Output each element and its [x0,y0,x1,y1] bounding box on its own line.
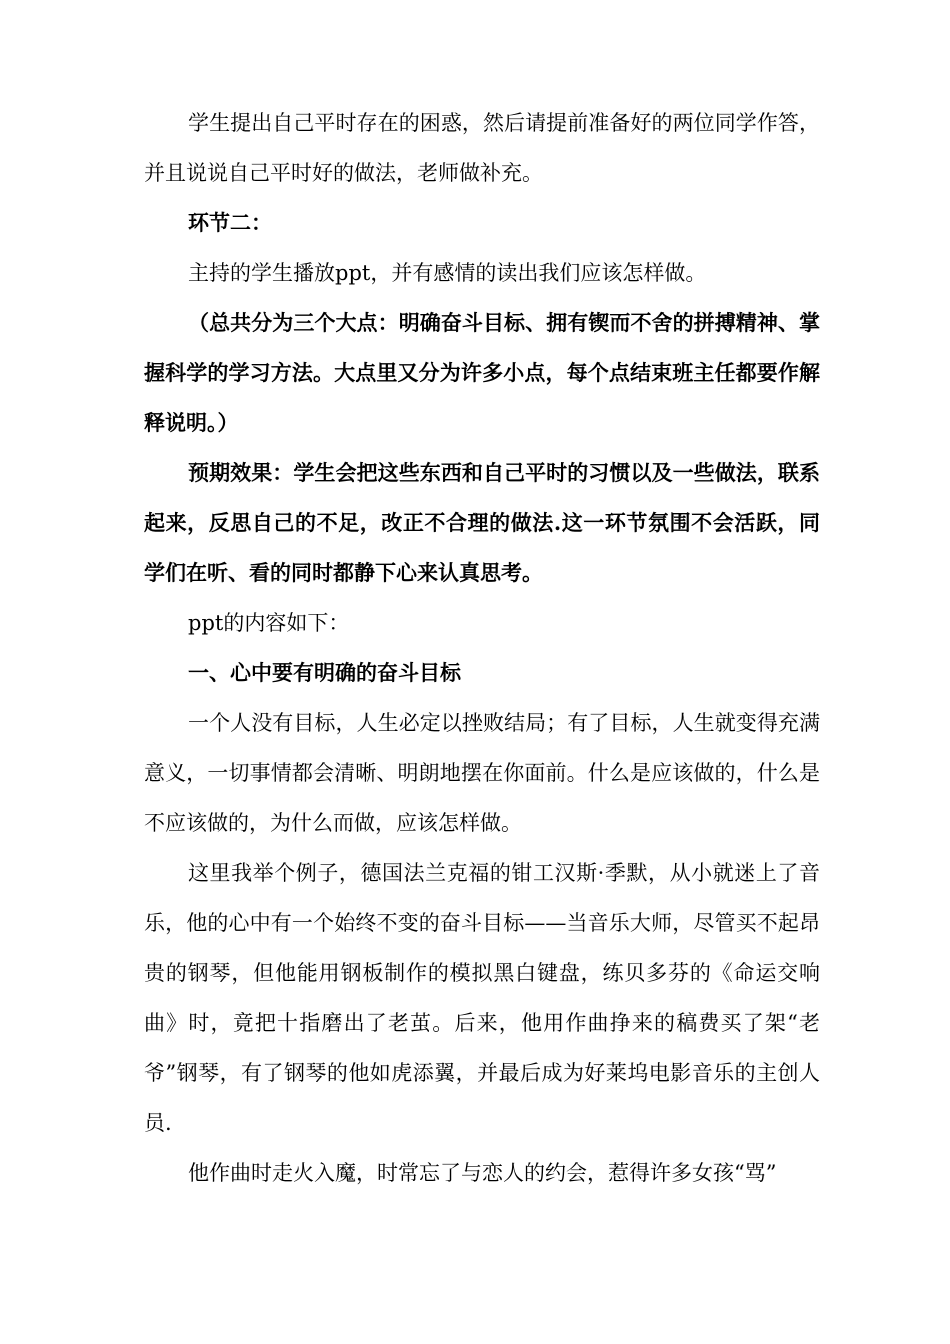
paragraph-example: 这里我举个例子，德国法兰克福的钳工汉斯·季默，从小就迷上了音乐，他的心中有一个始终不变的奋斗目标——当音乐大师，尽管买不起昂贵的钢琴，但他能用钢板制作的模拟黑白键盘，练贝多芬的《命运交响曲》时，竟把十指磨出了老茧。后来，他用作曲挣来的稿费买了架“老爷”钢琴，有了钢琴的他如虎添翼，并最后成为好莱坞电影音乐的主创人员. [144,861,820,1135]
paragraph-ppt-play: 主持的学生播放ppt，并有感情的读出我们应该怎样做。 [188,261,707,285]
paragraph-ppt-content-intro: ppt的内容如下： [188,611,350,635]
paragraph-goal: 一个人没有目标，人生必定以挫败结局；有了目标，人生就变得充满意义，一切事情都会清晰、明朗地摆在你面前。什么是应该做的，什么是不应该做的，为什么而做，应该怎样做。 [144,711,820,835]
section-heading-goal: 一、心中要有明确的奋斗目标 [188,660,461,685]
section-heading-step-two: 环节二： [188,210,272,235]
paragraph-intro: 学生提出自己平时存在的困惑，然后请提前准备好的两位同学作答，并且说说自己平时好的做法，老师做补充。 [144,111,820,185]
paragraph-expected-effect: 预期效果：学生会把这些东西和自己平时的习惯以及一些做法，联系起来，反思自己的不足，改正不合理的做法.这一环节氛围不会活跃，同学们在听、看的同时都静下心来认真思考。 [144,460,820,585]
paragraph-overview: （总共分为三个大点：明确奋斗目标、拥有锲而不舍的拼搏精神、掌握科学的学习方法。大点里又分为许多小点，每个点结束班主任都要作解释说明。） [144,310,820,435]
paragraph-continued: 他作曲时走火入魔，时常忘了与恋人的约会，惹得许多女孩“骂” [188,1161,777,1185]
document-body [144,98,820,1198]
